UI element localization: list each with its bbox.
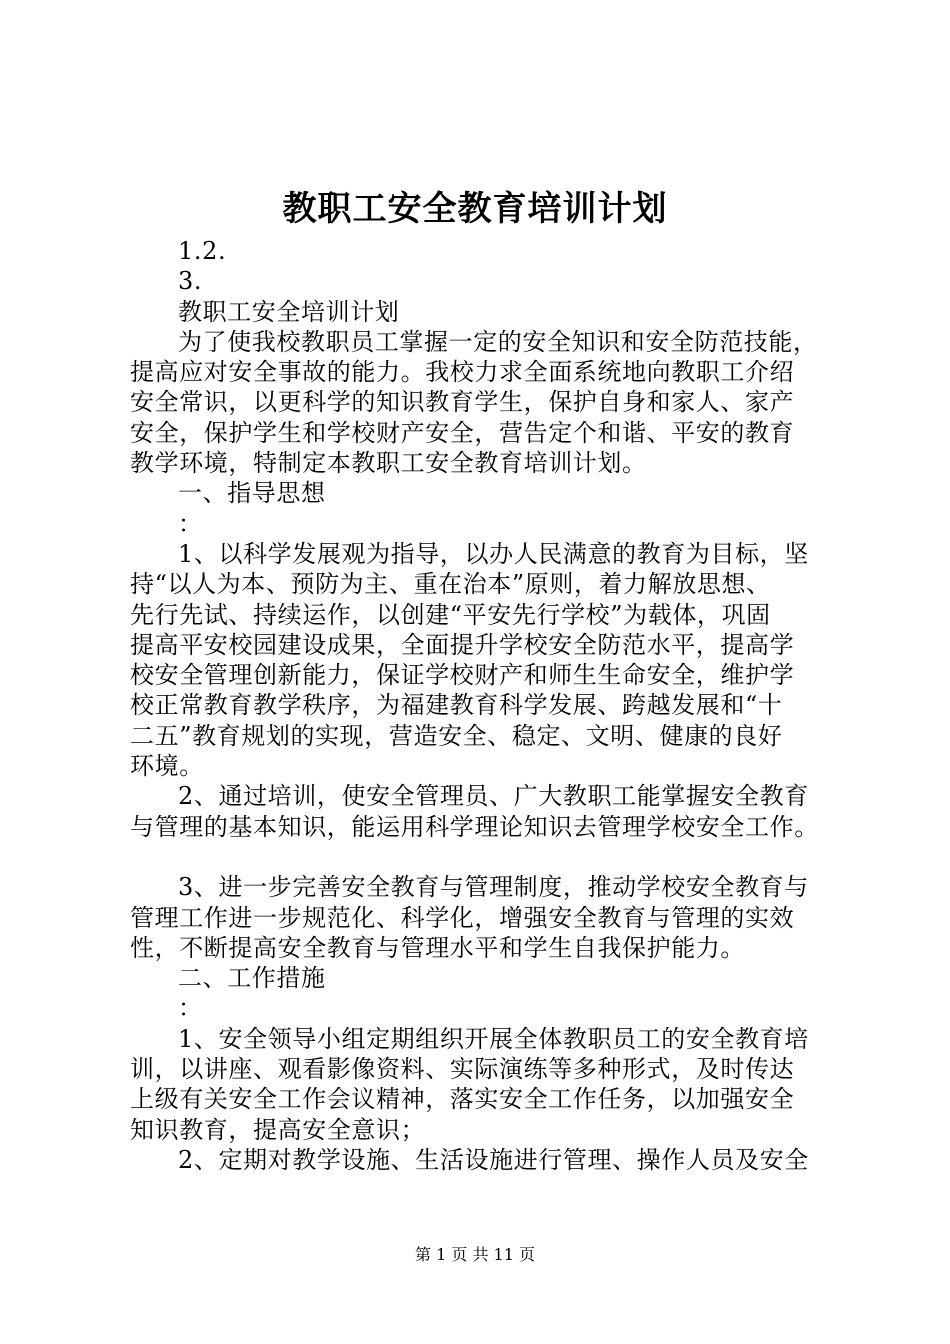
body-line: 与管理的基本知识，能运用科学理论知识去管理学校安全工作。 (130, 812, 819, 841)
body-line: 1、安全领导小组定期组织开展全体教职员工的安全教育培 (178, 1024, 809, 1053)
body-line: 管理工作进一步规范化、科学化，增强安全教育与管理的实效 (130, 903, 795, 932)
body-line: 持“以人为本、预防为主、重在治本”原则，着力解放思想、 (130, 570, 771, 599)
body-line: 知识教育，提高安全意识； (130, 1115, 426, 1144)
body-line: 提高应对安全事故的能力。我校力求全面系统地向教职工介绍 (130, 358, 795, 387)
body-line: 2、定期对教学设施、生活设施进行管理、操作人员及安全 (178, 1145, 809, 1174)
body-line: 3. (178, 267, 203, 296)
body-line: 训，以讲座、观看影像资料、实际演练等多种形式，及时传达 (130, 1055, 795, 1084)
document-title: 教职工安全教育培训计划 (282, 189, 668, 229)
body-line: 环境。 (130, 752, 204, 781)
body-line: 为了使我校教职员工掌握一定的安全知识和安全防范技能， (178, 327, 818, 356)
body-line: 校正常教育教学秩序，为福建教育科学发展、跨越发展和“十 (130, 691, 783, 720)
body-line: 教职工安全培训计划 (178, 297, 400, 326)
body-line: 1、以科学发展观为指导，以办人民满意的教育为目标，坚 (178, 539, 809, 568)
section-heading: 二、工作措施 (178, 964, 326, 993)
body-line: ： (178, 509, 203, 538)
body-line: 1.2. (178, 237, 227, 265)
body-line: 二五”教育规划的实现，营造安全、稳定、文明、健康的良好 (130, 721, 783, 750)
body-line: 提高平安校园建设成果，全面提升学校安全防范水平，提高学 (130, 630, 795, 659)
body-line: 2、通过培训，使安全管理员、广大教职工能掌握安全教育 (178, 782, 809, 811)
section-heading: 一、指导思想 (178, 479, 326, 508)
body-line: 性，不断提高安全教育与管理水平和学生自我保护能力。 (130, 933, 745, 962)
body-line: 上级有关安全工作会议精神，落实安全工作任务，以加强安全 (130, 1085, 795, 1114)
body-line: 校安全管理创新能力，保证学校财产和师生生命安全，维护学 (130, 661, 795, 690)
page-number-footer: 第 1 页 共 11 页 (415, 1245, 535, 1264)
body-line: 安全，保护学生和学校财产安全，营告定个和谐、平安的教育 (130, 418, 795, 447)
blank-line (130, 842, 850, 872)
body-line: 先行先试、持续运作，以创建“平安先行学校”为载体，巩固 (130, 600, 771, 629)
body-line: ： (178, 994, 203, 1023)
body-line: 教学环境，特制定本教职工安全教育培训计划。 (130, 449, 647, 478)
body-line: 3、进一步完善安全教育与管理制度，推动学校安全教育与 (178, 873, 809, 902)
body-line: 安全常识，以更科学的知识教育学生，保护自身和家人、家产 (130, 388, 795, 417)
document-body (130, 236, 850, 1175)
